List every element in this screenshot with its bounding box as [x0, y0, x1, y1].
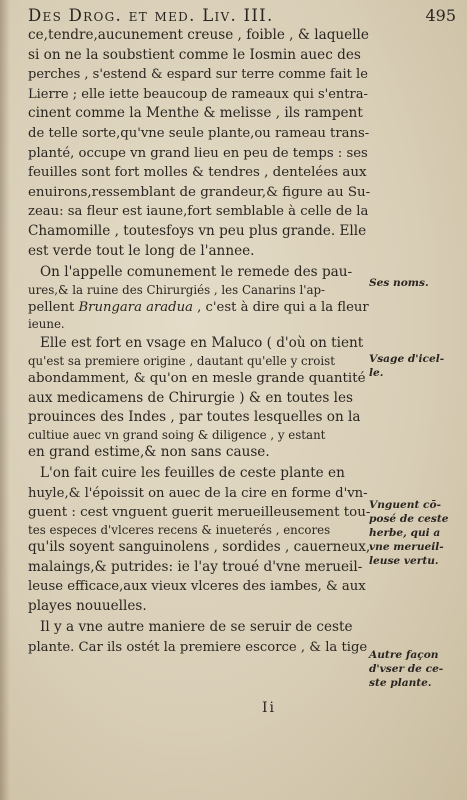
text-line: aux medicamens de Chirurgie ) & en toutes les — [28, 389, 354, 406]
text-line: guent : cest vnguent guerit merueilleusement tou- — [28, 505, 371, 521]
paragraph-ointment — [28, 464, 370, 616]
margin-note-line: vne merueil- — [369, 541, 444, 553]
margin-note-line: Vnguent cō- — [369, 499, 441, 511]
text-line: qu'ils soyent sanguinolens , sordides , cauerneux, — [28, 539, 371, 556]
text-line: Il y a vne autre maniere de se seruir de ceste — [40, 619, 353, 636]
text-line: ieune. — [28, 317, 65, 332]
plant-name: Brungara aradua — [78, 299, 193, 315]
margin-note-ointment — [369, 498, 461, 568]
margin-note-line: leuse vertu. — [369, 555, 439, 567]
paragraph-names — [28, 263, 370, 332]
text-line: abondamment, & qu'on en mesle grande quantité — [28, 370, 366, 386]
signature-mark: Ii — [262, 700, 277, 716]
paragraph-description — [28, 26, 370, 261]
text-line: feuilles sont fort molles & tendres , dentelées aux — [28, 165, 367, 181]
text-line: ce,tendre,aucunement creuse , foible , & laquelle — [28, 27, 369, 43]
margin-note-usage — [369, 352, 461, 380]
text-line: de telle sorte,qu'vne seule plante,ou rameau trans- — [28, 125, 370, 141]
text-line: zeau: sa fleur est iaune,fort semblable à celle de la — [28, 204, 369, 220]
text-line: huyle,& l'époissit on auec de la cire en forme d'vn- — [28, 485, 368, 501]
margin-note-line: Ses noms. — [369, 277, 429, 289]
text-line: est verde tout le long de l'annee. — [28, 242, 255, 259]
margin-note-names — [369, 276, 461, 290]
body-text — [28, 26, 370, 658]
text-line: cultiue auec vn grand soing & diligence , y estant — [28, 427, 326, 442]
text-line: qu'est sa premiere origine , dautant qu'elle y croist — [28, 353, 335, 368]
margin-note-line: Vsage d'icel- — [369, 353, 445, 365]
text-line: malaings,& putrides: ie l'ay troué d'vne merueil- — [28, 558, 363, 575]
text-line: Chamomille , toutesfoys vn peu plus grande. Elle — [28, 222, 367, 239]
paragraph-usage — [28, 334, 370, 462]
margin-note-line: d'vser de ce- — [369, 663, 444, 675]
text-line: si on ne la soubstient comme le Iosmin auec des — [28, 46, 361, 63]
text-line: cinent comme la Menthe & melisse , ils rampent — [28, 105, 363, 122]
text-line: plante. Car ils ostét la premiere escorce , & la tige — [28, 640, 368, 656]
page-header — [28, 6, 456, 28]
margin-note-line: le. — [369, 367, 384, 379]
page-number: 495 — [425, 6, 456, 25]
text-line: ures,& la ruine des Chirurgiés , les Canarins l'ap- — [28, 282, 326, 297]
text-line: prouinces des Indes , par toutes lesquelles on la — [28, 409, 361, 426]
text-line: playes nouuelles. — [28, 597, 147, 614]
text-line: On l'appelle comunement le remede des pau- — [40, 264, 353, 281]
margin-note-line: Autre façon — [369, 649, 439, 661]
text-line: planté, occupe vn grand lieu en peu de temps : ses — [28, 145, 368, 161]
paragraph-other-use — [28, 618, 370, 657]
text-line: en grand estime,& non sans cause. — [28, 443, 270, 460]
running-head: Des Drog. et med. Liv. III. — [28, 6, 274, 25]
text-line: tes especes d'vlceres recens & inueterés , encores — [28, 523, 331, 538]
margin-note-line: herbe, qui a — [369, 527, 441, 539]
margin-note-other-use — [369, 648, 461, 690]
margin-note-line: ste plante. — [369, 677, 432, 689]
text-line: perches , s'estend & espard sur terre comme fait le — [28, 67, 368, 83]
text-line: L'on fait cuire les feuilles de ceste plante en — [40, 465, 345, 482]
margin-note-line: posé de ceste — [369, 513, 449, 525]
text-line: leuse efficace,aux vieux vlceres des iambes, & aux — [28, 579, 366, 595]
text-line: pellent Brungara aradua , c'est à dire qui a la fleur — [28, 299, 369, 315]
text-line: Lierre ; elle iette beaucoup de rameaux qui s'entra- — [28, 86, 368, 102]
text-line: Elle est fort en vsage en Maluco ( d'où on tient — [40, 335, 364, 352]
text-line: enuirons,ressemblant de grandeur,& figure au Su- — [28, 184, 371, 200]
gutter-shadow — [0, 0, 10, 800]
